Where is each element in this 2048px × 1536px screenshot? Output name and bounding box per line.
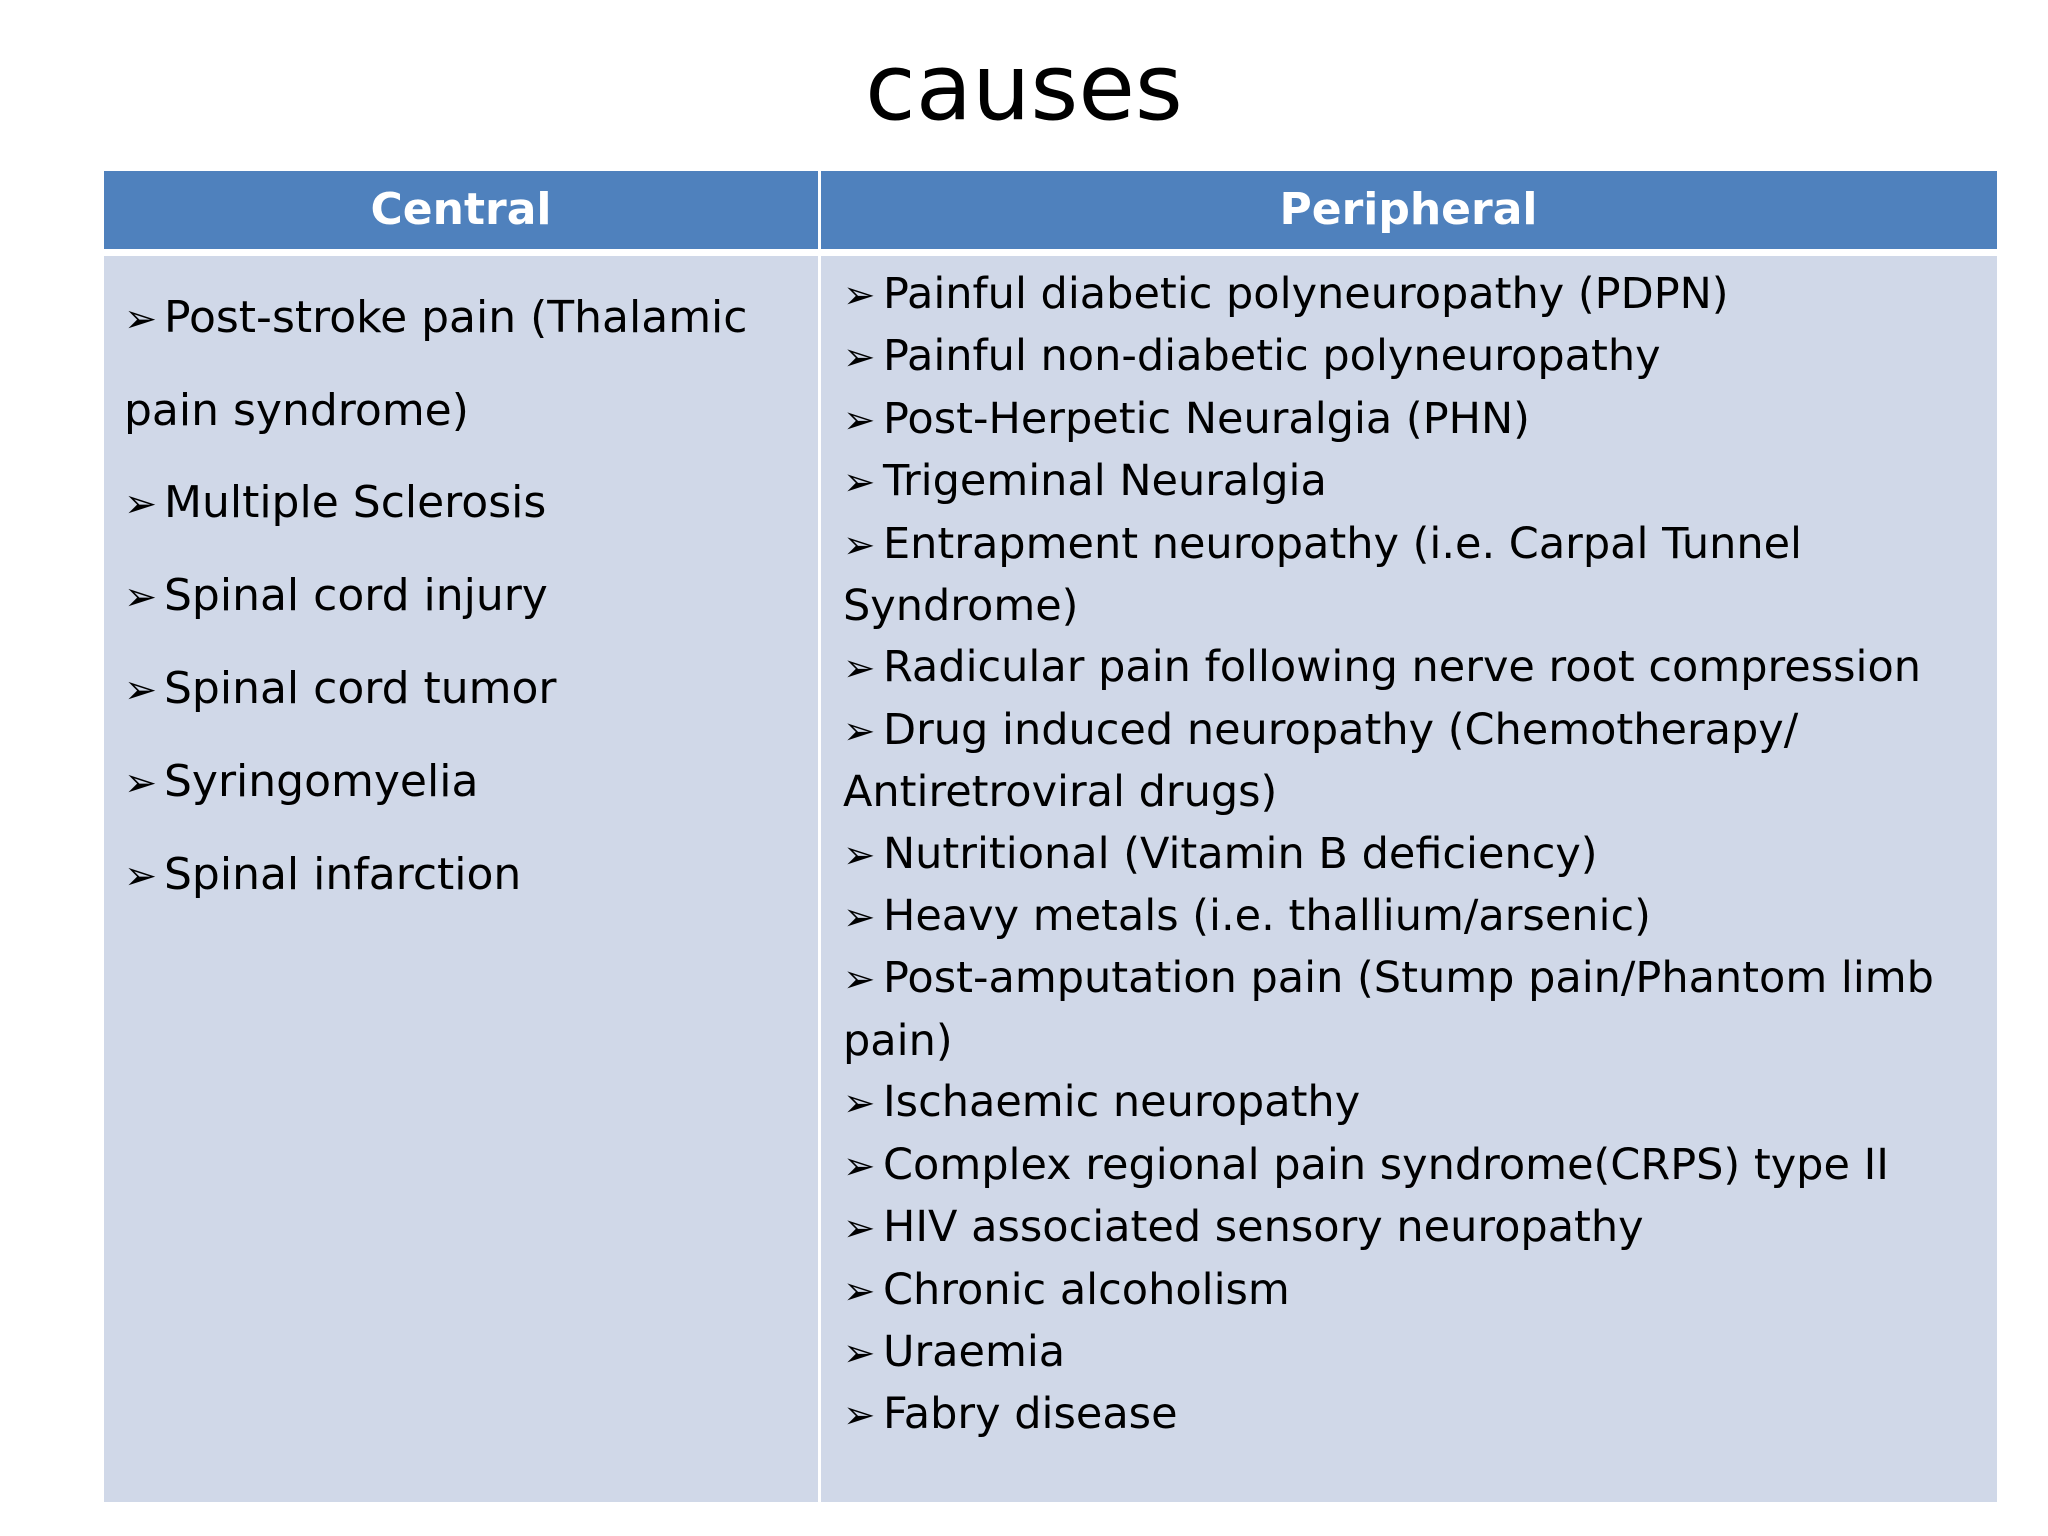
peripheral-cause-item-text: HIV associated sensory neuropathy xyxy=(883,1202,1644,1253)
arrowhead-bullet-icon: ➢ xyxy=(843,1268,876,1314)
peripheral-cause-item-text: Fabry disease xyxy=(883,1389,1178,1440)
peripheral-cause-item xyxy=(843,1384,1983,1446)
arrowhead-bullet-icon: ➢ xyxy=(843,522,876,568)
arrowhead-bullet-icon: ➢ xyxy=(843,957,876,1003)
slide-title: causes xyxy=(865,34,1183,141)
arrowhead-bullet-icon: ➢ xyxy=(124,853,158,899)
causes-table xyxy=(104,171,1997,1502)
arrowhead-bullet-icon: ➢ xyxy=(124,296,158,342)
peripheral-cause-item xyxy=(843,514,1983,638)
central-cause-item xyxy=(124,829,804,922)
arrowhead-bullet-icon: ➢ xyxy=(124,481,158,527)
peripheral-causes-list xyxy=(843,264,1983,1447)
peripheral-cause-item xyxy=(843,1197,1983,1259)
arrowhead-bullet-icon: ➢ xyxy=(124,667,158,713)
peripheral-cause-item xyxy=(843,948,1983,1072)
arrowhead-bullet-icon: ➢ xyxy=(843,335,876,381)
central-causes-list xyxy=(124,272,804,922)
central-cause-item xyxy=(124,550,804,643)
peripheral-cause-item-text: Uraemia xyxy=(883,1326,1066,1377)
peripheral-cause-item-text: Radicular pain following nerve root compression xyxy=(883,642,1922,693)
peripheral-cause-item-text: Nutritional (Vitamin B deficiency) xyxy=(883,828,1598,879)
peripheral-cause-item-text: Post-amputation pain (Stump pain/Phantom limb pain) xyxy=(843,953,1934,1066)
central-cause-item xyxy=(124,272,804,457)
central-cell xyxy=(104,256,818,1502)
peripheral-cause-item-text: Painful non-diabetic polyneuropathy xyxy=(883,331,1661,382)
peripheral-cause-item xyxy=(843,389,1983,451)
peripheral-cause-item xyxy=(843,1135,1983,1197)
arrowhead-bullet-icon: ➢ xyxy=(843,1081,876,1127)
peripheral-cause-item xyxy=(843,1072,1983,1134)
arrowhead-bullet-icon: ➢ xyxy=(843,1143,876,1189)
peripheral-cause-item xyxy=(843,637,1983,699)
central-cause-item-text: Spinal infarction xyxy=(164,849,522,900)
arrowhead-bullet-icon: ➢ xyxy=(124,574,158,620)
arrowhead-bullet-icon: ➢ xyxy=(843,1330,876,1376)
peripheral-cause-item xyxy=(843,451,1983,513)
arrowhead-bullet-icon: ➢ xyxy=(843,397,876,443)
central-cause-item-text: Spinal cord tumor xyxy=(164,663,557,714)
peripheral-cause-item-text: Drug induced neuropathy (Chemotherapy/ Antiretroviral drugs) xyxy=(843,704,1799,818)
peripheral-cause-item xyxy=(843,326,1983,388)
peripheral-cause-item-text: Ischaemic neuropathy xyxy=(883,1077,1361,1128)
peripheral-cause-item xyxy=(843,700,1983,824)
arrowhead-bullet-icon: ➢ xyxy=(843,1206,876,1252)
arrowhead-bullet-icon: ➢ xyxy=(843,895,876,941)
table-header-row xyxy=(104,171,1997,249)
central-cause-item-text: Multiple Sclerosis xyxy=(164,477,547,528)
arrowhead-bullet-icon: ➢ xyxy=(843,832,876,878)
arrowhead-bullet-icon: ➢ xyxy=(843,708,876,754)
central-cause-item xyxy=(124,643,804,736)
header-central: Central xyxy=(370,184,552,235)
peripheral-cause-item-text: Painful diabetic polyneuropathy (PDPN) xyxy=(883,269,1729,319)
central-cause-item-text: Spinal cord injury xyxy=(164,570,548,621)
peripheral-cause-item xyxy=(843,1260,1983,1322)
peripheral-cause-item-text: Heavy metals (i.e. thallium/arsenic) xyxy=(883,891,1651,942)
peripheral-cause-item xyxy=(843,886,1983,948)
header-peripheral: Peripheral xyxy=(1279,184,1538,235)
peripheral-cause-item xyxy=(843,1322,1983,1384)
arrowhead-bullet-icon: ➢ xyxy=(843,273,876,318)
peripheral-cause-item-text: Post-Herpetic Neuralgia (PHN) xyxy=(883,393,1530,444)
header-bottom-rule xyxy=(104,249,1997,256)
arrowhead-bullet-icon: ➢ xyxy=(843,460,876,506)
central-cause-item-text: Syringomyelia xyxy=(164,756,479,807)
peripheral-cause-item xyxy=(843,264,1983,326)
central-cause-item-text: Post-stroke pain (Thalamic pain syndrome) xyxy=(124,292,748,436)
peripheral-cause-item-text: Trigeminal Neuralgia xyxy=(883,456,1327,507)
peripheral-cause-item-text: Chronic alcoholism xyxy=(883,1264,1290,1315)
arrowhead-bullet-icon: ➢ xyxy=(124,760,158,806)
arrowhead-bullet-icon: ➢ xyxy=(843,1393,876,1439)
arrowhead-bullet-icon: ➢ xyxy=(843,646,876,692)
central-cause-item xyxy=(124,457,804,550)
peripheral-cause-item-text: Entrapment neuropathy (i.e. Carpal Tunnel Syndrome) xyxy=(843,518,1802,632)
central-cause-item xyxy=(124,736,804,829)
peripheral-cause-item-text: Complex regional pain syndrome(CRPS) type II xyxy=(883,1139,1889,1190)
peripheral-cell xyxy=(821,256,1997,1502)
peripheral-cause-item xyxy=(843,824,1983,886)
